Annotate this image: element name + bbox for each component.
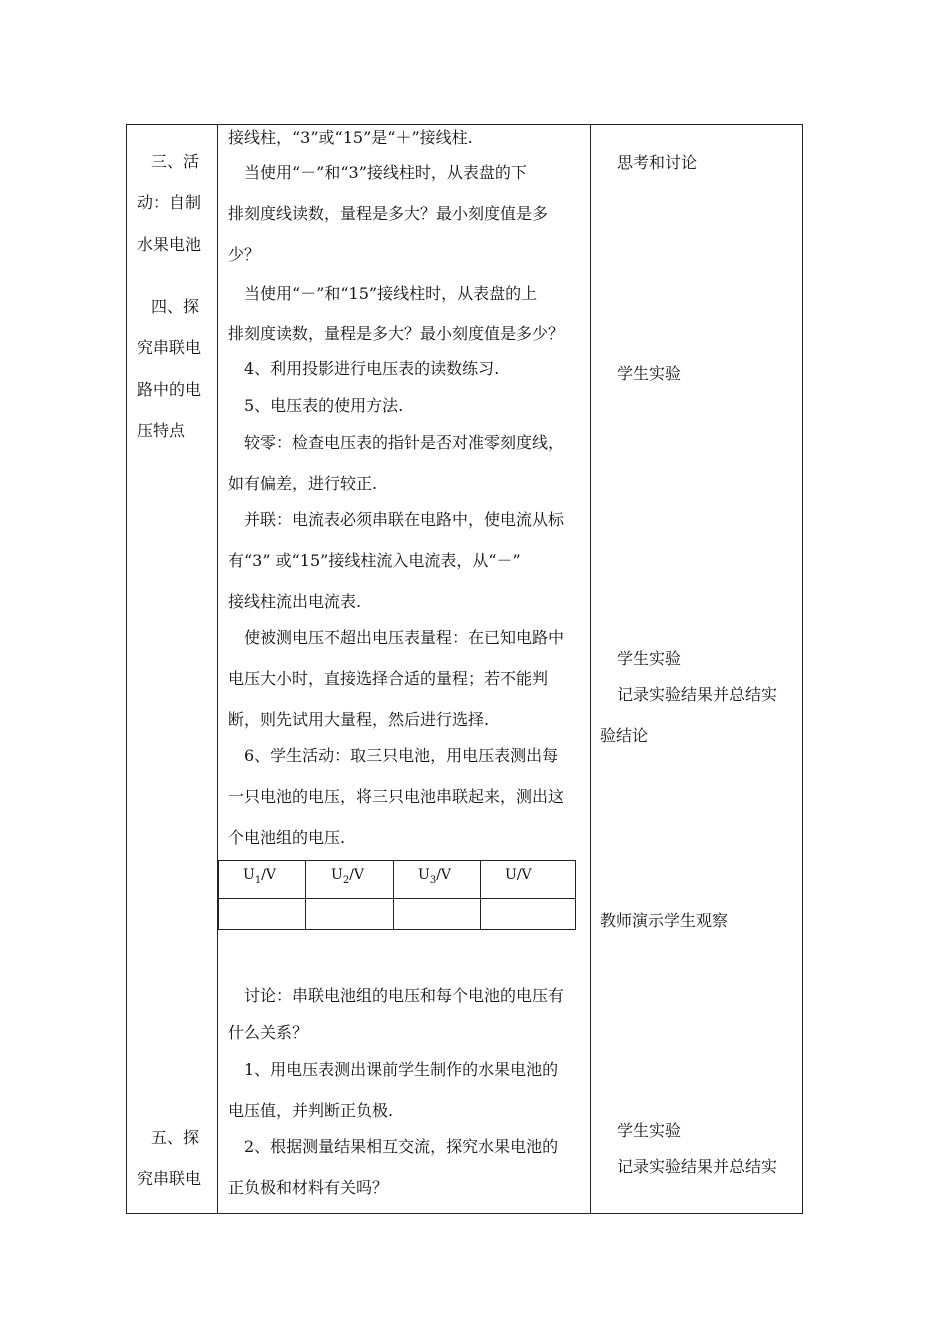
content-line: 有“3” 或“15”接线柱流入电流表，从“－” <box>228 551 521 570</box>
stage-4-line-3: 路中的电 <box>137 380 202 399</box>
content-line: 正负极和材料有关吗？ <box>228 1178 389 1197</box>
content-line: 2、根据测量结果相互交流，探究水果电池的 <box>244 1137 559 1156</box>
stage-3-line-3: 水果电池 <box>137 235 202 254</box>
content-line: 使被测电压不超出电压表量程：在已知电路中 <box>244 628 565 647</box>
content-line: 一只电池的电压，将三只电池串联起来，测出这 <box>228 787 565 806</box>
content-line: 什么关系？ <box>228 1023 309 1042</box>
content-line: 电压大小时，直接选择合适的量程；若不能判 <box>228 669 549 688</box>
content-line: 1、用电压表测出课前学生制作的水果电池的 <box>244 1060 559 1079</box>
content-line: 6、学生活动：取三只电池，用电压表测出每 <box>244 746 559 765</box>
column-divider-1 <box>217 124 218 1214</box>
content-line: 接线柱流出电流表. <box>228 592 362 611</box>
activity-line: 学生实验 <box>617 649 682 668</box>
column-divider-2 <box>590 124 591 1214</box>
activity-line: 验结论 <box>600 726 649 745</box>
stage-4-line-4: 压特点 <box>137 421 186 440</box>
content-line: 并联：电流表必须串联在电路中，使电流从标 <box>244 510 565 529</box>
activity-line: 学生实验 <box>617 364 682 383</box>
table-header-u2: $U_2/V$ <box>331 867 365 886</box>
stage-5-line-1: 五、探 <box>151 1128 200 1147</box>
table-row-divider <box>219 898 575 899</box>
content-line: 当使用“－”和“3”接线柱时，从表盘的下 <box>244 163 527 182</box>
table-column-divider <box>480 861 481 929</box>
activity-line: 记录实验结果并总结实 <box>617 685 778 704</box>
activity-line: 学生实验 <box>617 1121 682 1140</box>
table-column-divider <box>305 861 306 929</box>
content-line: 如有偏差，进行较正. <box>228 474 378 493</box>
content-line: 电压值，并判断正负极. <box>228 1101 394 1120</box>
stage-4-line-2: 究串联电 <box>137 338 202 357</box>
table-header-u1: $U_1/V$ <box>243 867 277 886</box>
table-column-divider <box>393 861 394 929</box>
activity-line: 教师演示学生观察 <box>600 911 729 930</box>
activity-line: 思考和讨论 <box>617 153 698 172</box>
content-line: 4、利用投影进行电压表的读数练习. <box>244 359 500 378</box>
content-line: 个电池组的电压. <box>228 828 346 847</box>
content-line: 当使用“－”和“15”接线柱时，从表盘的上 <box>244 284 538 303</box>
stage-4-line-1: 四、探 <box>151 297 200 316</box>
activity-line: 记录实验结果并总结实 <box>617 1157 778 1176</box>
stage-5-line-2: 究串联电 <box>137 1169 202 1188</box>
content-line: 排刻度线读数，量程是多大？最小刻度值是多 <box>228 204 549 223</box>
table-header-u: U/V <box>505 867 532 883</box>
content-line: 接线柱，“3”或“15”是“＋”接线柱. <box>228 128 473 147</box>
stage-3-line-1: 三、活 <box>151 152 200 171</box>
content-line: 断，则先试用大量程，然后进行选择. <box>228 710 490 729</box>
content-line: 5、电压表的使用方法. <box>244 396 404 415</box>
content-line: 排刻度读数，量程是多大？最小刻度值是多少？ <box>228 324 565 343</box>
content-line: 少？ <box>228 245 261 264</box>
content-line: 讨论：串联电池组的电压和每个电池的电压有 <box>244 986 565 1005</box>
content-line: 较零：检查电压表的指针是否对准零刻度线， <box>244 433 565 452</box>
stage-3-line-2: 动：自制 <box>137 193 202 212</box>
table-header-u3: $U_3/V$ <box>418 867 452 886</box>
